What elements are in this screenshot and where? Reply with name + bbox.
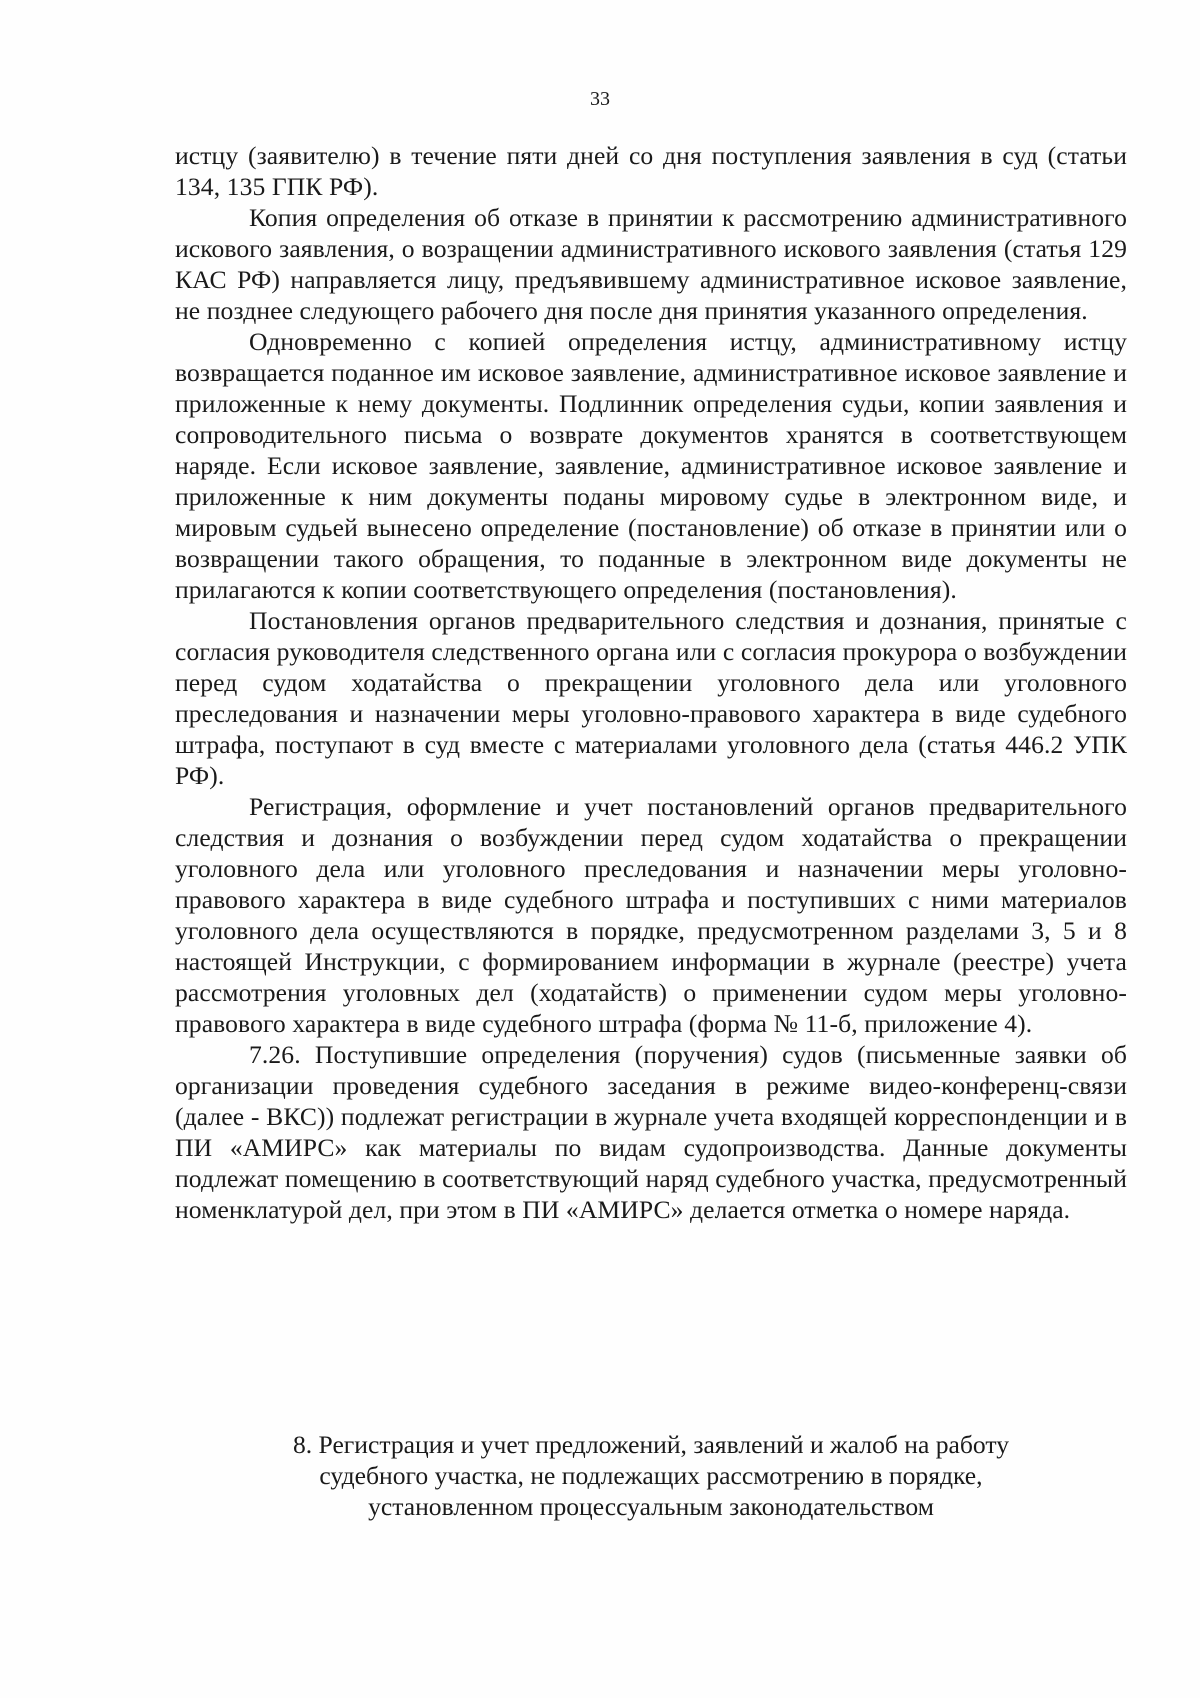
section-heading-line: судебного участка, не подлежащих рассмотрению в порядке,: [319, 1461, 983, 1490]
section-heading-line: установленном процессуальным законодательством: [368, 1492, 934, 1521]
section-heading-line: 8. Регистрация и учет предложений, заявлений и жалоб на работу: [292, 1430, 1010, 1459]
paragraph-continuation: истцу (заявителю) в течение пяти дней со дня поступления заявления в суд (статьи 134, 135 ГПК РФ).: [175, 141, 1127, 201]
section-8-heading: [175, 1429, 1127, 1522]
document-body: [175, 140, 1127, 1225]
page-number: 33: [590, 88, 610, 110]
paragraph-return-documents: Одновременно с копией определения истцу, административному истцу возвращается поданное им исковое заявление, административное исковое заявление и приложенные к нему документы. Подлинник определения судьи, копии заявления и сопроводительного письма о возврате документов хранятся в соответствующем наряде. Если исковое заявление, заявление, административное исковое заявление и приложенные к ним документы поданы мировому судье в электронном виде, и мировым судьей вынесено определение (постановление) об отказе в принятии или о возвращении такого обращения, то поданные в электронном виде документы не прилагаются к копии соответствующего определения (постановления).: [175, 327, 1127, 604]
paragraph-7-26: 7.26. Поступившие определения (поручения) судов (письменные заявки об организации проведения судебного заседания в режиме видео-конференц-связи (далее - ВКС)) подлежат регистрации в журнале учета входящей корреспонденции и в ПИ «АМИРС» как материалы по видам судопроизводства. Данные документы подлежат помещению в соответствующий наряд судебного участка, предусмотренный номенклатурой дел, при этом в ПИ «АМИРС» делается отметка о номере наряда.: [175, 1040, 1127, 1224]
paragraph-registration: Регистрация, оформление и учет постановлений органов предварительного следствия и дознания о возбуждении перед судом ходатайства о прекращении уголовного дела или уголовного преследования и назначении меры уголовно-правового характера в виде судебного штрафа и поступивших с ними материалов уголовного дела осуществляются в порядке, предусмотренном разделами 3, 5 и 8 настоящей Инструкции, с формированием информации в журнале (реестре) учета рассмотрения уголовных дел (ходатайств) о применении судом меры уголовно-правового характера в виде судебного штрафа (форма № 11-б, приложение 4).: [175, 792, 1127, 1038]
paragraph-admin-claim-copy: Копия определения об отказе в принятии к рассмотрению административного искового заявления, о возращении административного искового заявления (статья 129 КАС РФ) направляется лицу, предъявившему административное исковое заявление, не позднее следующего рабочего дня после дня принятия указанного определения.: [175, 203, 1127, 325]
paragraph-investigation-resolutions: Постановления органов предварительного следствия и дознания, принятые с согласия руководителя следственного органа или с согласия прокурора о возбуждении перед судом ходатайства о прекращении уголовного дела или уголовного преследования и назначении меры уголовно-правового характера в виде судебного штрафа, поступают в суд вместе с материалами уголовного дела (статья 446.2 УПК РФ).: [175, 606, 1127, 790]
